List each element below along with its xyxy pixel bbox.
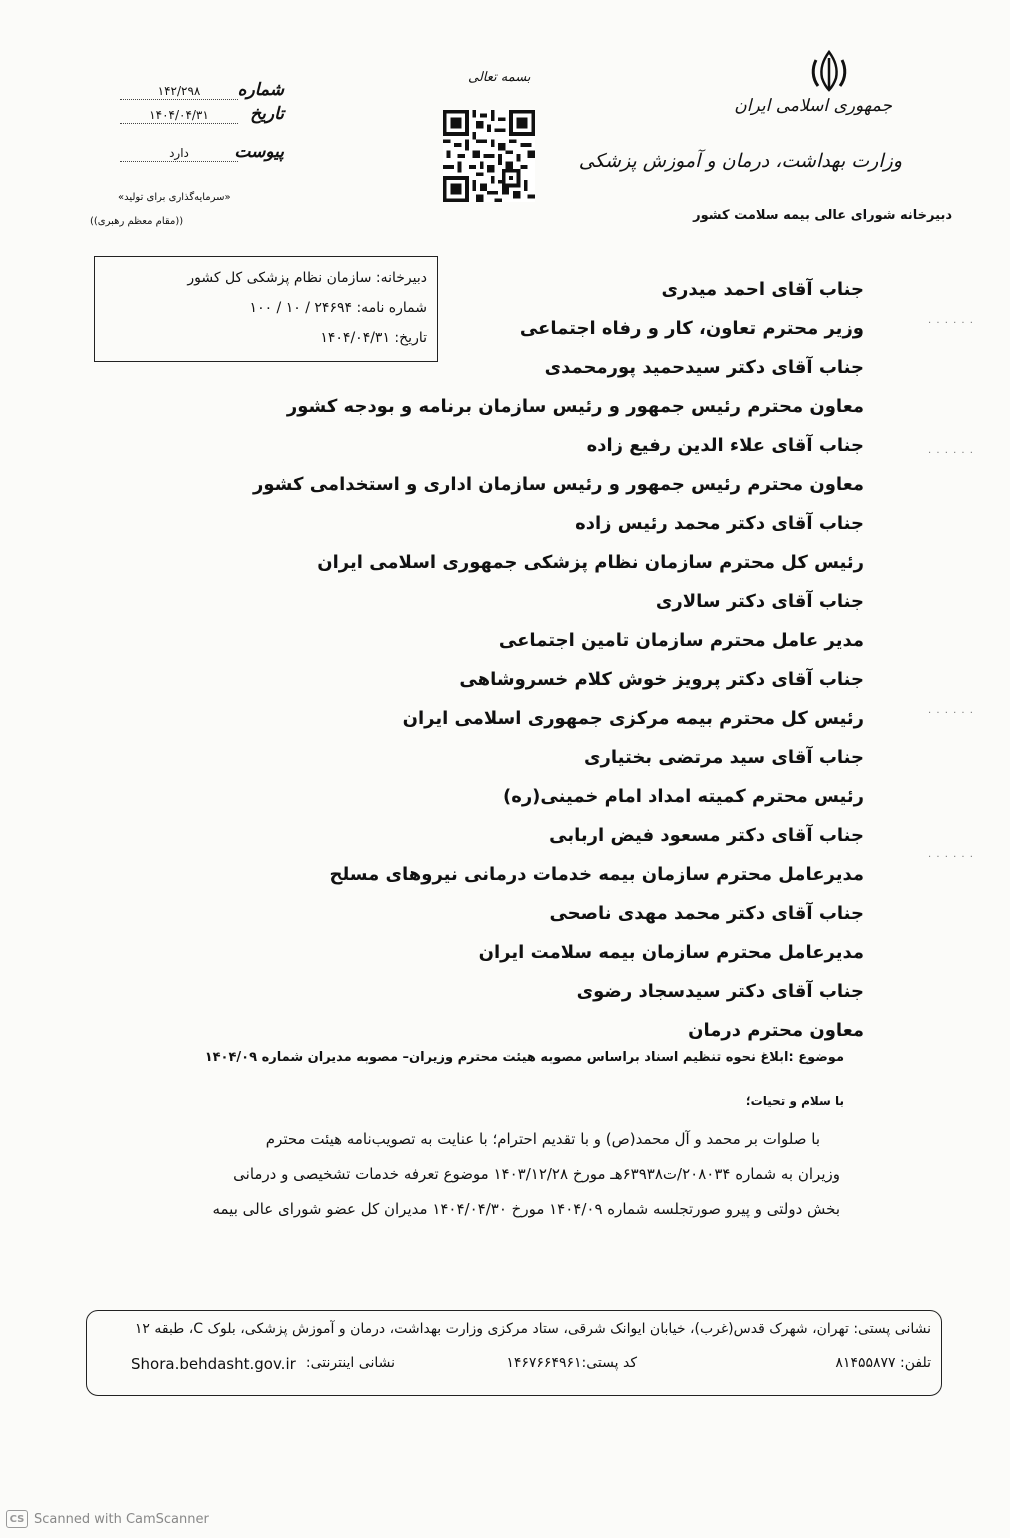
addressee-line: معاون محترم رئیس جمهور و رئیس سازمان برنامه و بودجه کشور <box>286 396 864 417</box>
letter-date-label: تاریخ <box>250 104 284 124</box>
margin-mark: · · · · · · <box>928 852 974 863</box>
addressee-line: جناب آقای دکتر سیدحمید پورمحمدی <box>544 357 864 378</box>
stamp-secretariat: دبیرخانه: سازمان نظام پزشکی کل کشور <box>187 270 427 286</box>
footer-postal-code: کد پستی:۱۴۶۷۶۶۴۹۶۱ <box>506 1355 637 1371</box>
council-title: دبیرخانه شورای عالی بیمه سلامت کشور <box>693 208 952 223</box>
iran-emblem-icon <box>806 48 852 94</box>
stamp-date: تاریخ: ۱۴۰۴/۰۴/۳۱ <box>320 330 427 346</box>
margin-mark: · · · · · · <box>928 708 974 719</box>
body-line: بخش دولتی و پیرو صورتجلسه شماره ۱۴۰۴/۰۹ مورخ ۱۴۰۴/۰۴/۳۰ مدیران کل عضو شورای عالی بیمه <box>212 1200 840 1218</box>
addressee-line: رئیس محترم کمیته امداد امام خمینی(ره) <box>502 786 864 807</box>
footer-address: نشانی پستی: تهران، شهرک قدس(غرب)، خیابان ایوانک شرقی، ستاد مرکزی وزارت بهداشت، درمان و آموزش پزشکی، بلوک C، طبقه ۱۲ <box>134 1321 931 1337</box>
addressee-line: جناب آقای دکتر سالاری <box>655 591 864 612</box>
addressee-line: رئیس کل محترم بیمه مرکزی جمهوری اسلامی ایران <box>402 708 864 729</box>
addressee-line: مدیرعامل محترم سازمان بیمه خدمات درمانی نیروهای مسلح <box>329 864 864 885</box>
addressee-line: معاون محترم درمان <box>688 1020 864 1041</box>
footer-website-label: نشانی اینترنتی: <box>305 1355 395 1371</box>
letter-date-value: ۱۴۰۴/۰۴/۳۱ <box>120 108 238 124</box>
letter-attachment-label: پیوست <box>234 142 284 162</box>
letter-number-row <box>120 80 284 100</box>
year-slogan: «سرمایه‌گذاری برای تولید» <box>118 192 231 203</box>
letter-attachment-row <box>120 142 284 162</box>
ministry-title: وزارت بهداشت، درمان و آموزش پزشکی <box>578 150 902 172</box>
addressee-line: مدیر عامل محترم سازمان تامین اجتماعی <box>498 630 864 651</box>
besmele: بسمه تعالی <box>468 70 531 85</box>
addressee-line: جناب آقای دکتر سیدسجاد رضوی <box>576 981 864 1002</box>
camscanner-logo-icon: CS <box>6 1510 28 1528</box>
addressee-line: رئیس کل محترم سازمان نظام پزشکی جمهوری اسلامی ایران <box>317 552 864 573</box>
watermark-text: Scanned with CamScanner <box>34 1511 209 1527</box>
letter-subject: موضوع :ابلاغ نحوه تنظیم اسناد براساس مصوبه هیئت محترم وزیران– مصوبه مدیران شماره ۱۴۰۴/۰۹ <box>204 1050 844 1065</box>
margin-mark: · · · · · · <box>928 448 974 459</box>
margin-mark: · · · · · · <box>928 318 974 329</box>
letter-body <box>150 1122 840 1227</box>
letter-greeting: با سلام و تحیات؛ <box>745 1094 844 1108</box>
addressee-line: جناب آقای سید مرتضی بختیاری <box>584 747 864 768</box>
addressee-line: جناب آقای دکتر محمد رئیس زاده <box>575 513 864 534</box>
addressee-line: جناب آقای دکتر محمد مهدی ناصحی <box>549 903 864 924</box>
footer-website-link[interactable]: Shora.behdasht.gov.ir <box>131 1355 296 1373</box>
letter-number-value: ۱۴۲/۲۹۸ <box>120 84 238 100</box>
scanner-watermark <box>6 1510 209 1528</box>
addressee-line: جناب آقای دکتر مسعود فیض اربابی <box>549 825 864 846</box>
footer-contact-box <box>86 1310 942 1396</box>
addressee-line: معاون محترم رئیس جمهور و رئیس سازمان اداری و استخدامی کشور <box>253 474 864 495</box>
addressee-line: جناب آقای علاء الدین رفیع زاده <box>586 435 864 456</box>
qr-code-icon <box>440 110 538 202</box>
letter-attachment-value: دارد <box>120 146 238 162</box>
addressee-line: وزیر محترم تعاون، کار و رفاه اجتماعی <box>519 318 864 339</box>
body-line: وزیران به شماره ۲۰۸۰۳۴/ت۶۳۹۳۸هـ مورخ ۱۴۰۳/۱۲/۲۸ موضوع تعرفه خدمات تشخیصی و درمانی <box>233 1165 840 1183</box>
addressee-line: مدیرعامل محترم سازمان بیمه سلامت ایران <box>478 942 864 963</box>
addressee-line: جناب آقای احمد میدری <box>661 279 864 300</box>
footer-phone: تلفن: ۸۱۴۵۵۸۷۷ <box>835 1355 931 1371</box>
body-line: با صلوات بر محمد و آل محمد(ص) و با تقدیم احترام؛ با عنایت به تصویب‌نامه هیئت محترم <box>265 1130 820 1148</box>
republic-title: جمهوری اسلامی ایران <box>734 96 892 116</box>
addressee-line: جناب آقای دکتر پرویز خوش کلام خسروشاهی <box>459 669 864 690</box>
slogan-attribution: ((مقام معظم رهبری)) <box>90 216 184 227</box>
letter-number-label: شماره <box>237 80 284 100</box>
stamp-letter-number: شماره نامه: ۲۴۶۹۴ / ۱۰ / ۱۰۰ <box>249 300 427 316</box>
addressee-list <box>253 270 864 1050</box>
letter-date-row <box>120 104 284 124</box>
